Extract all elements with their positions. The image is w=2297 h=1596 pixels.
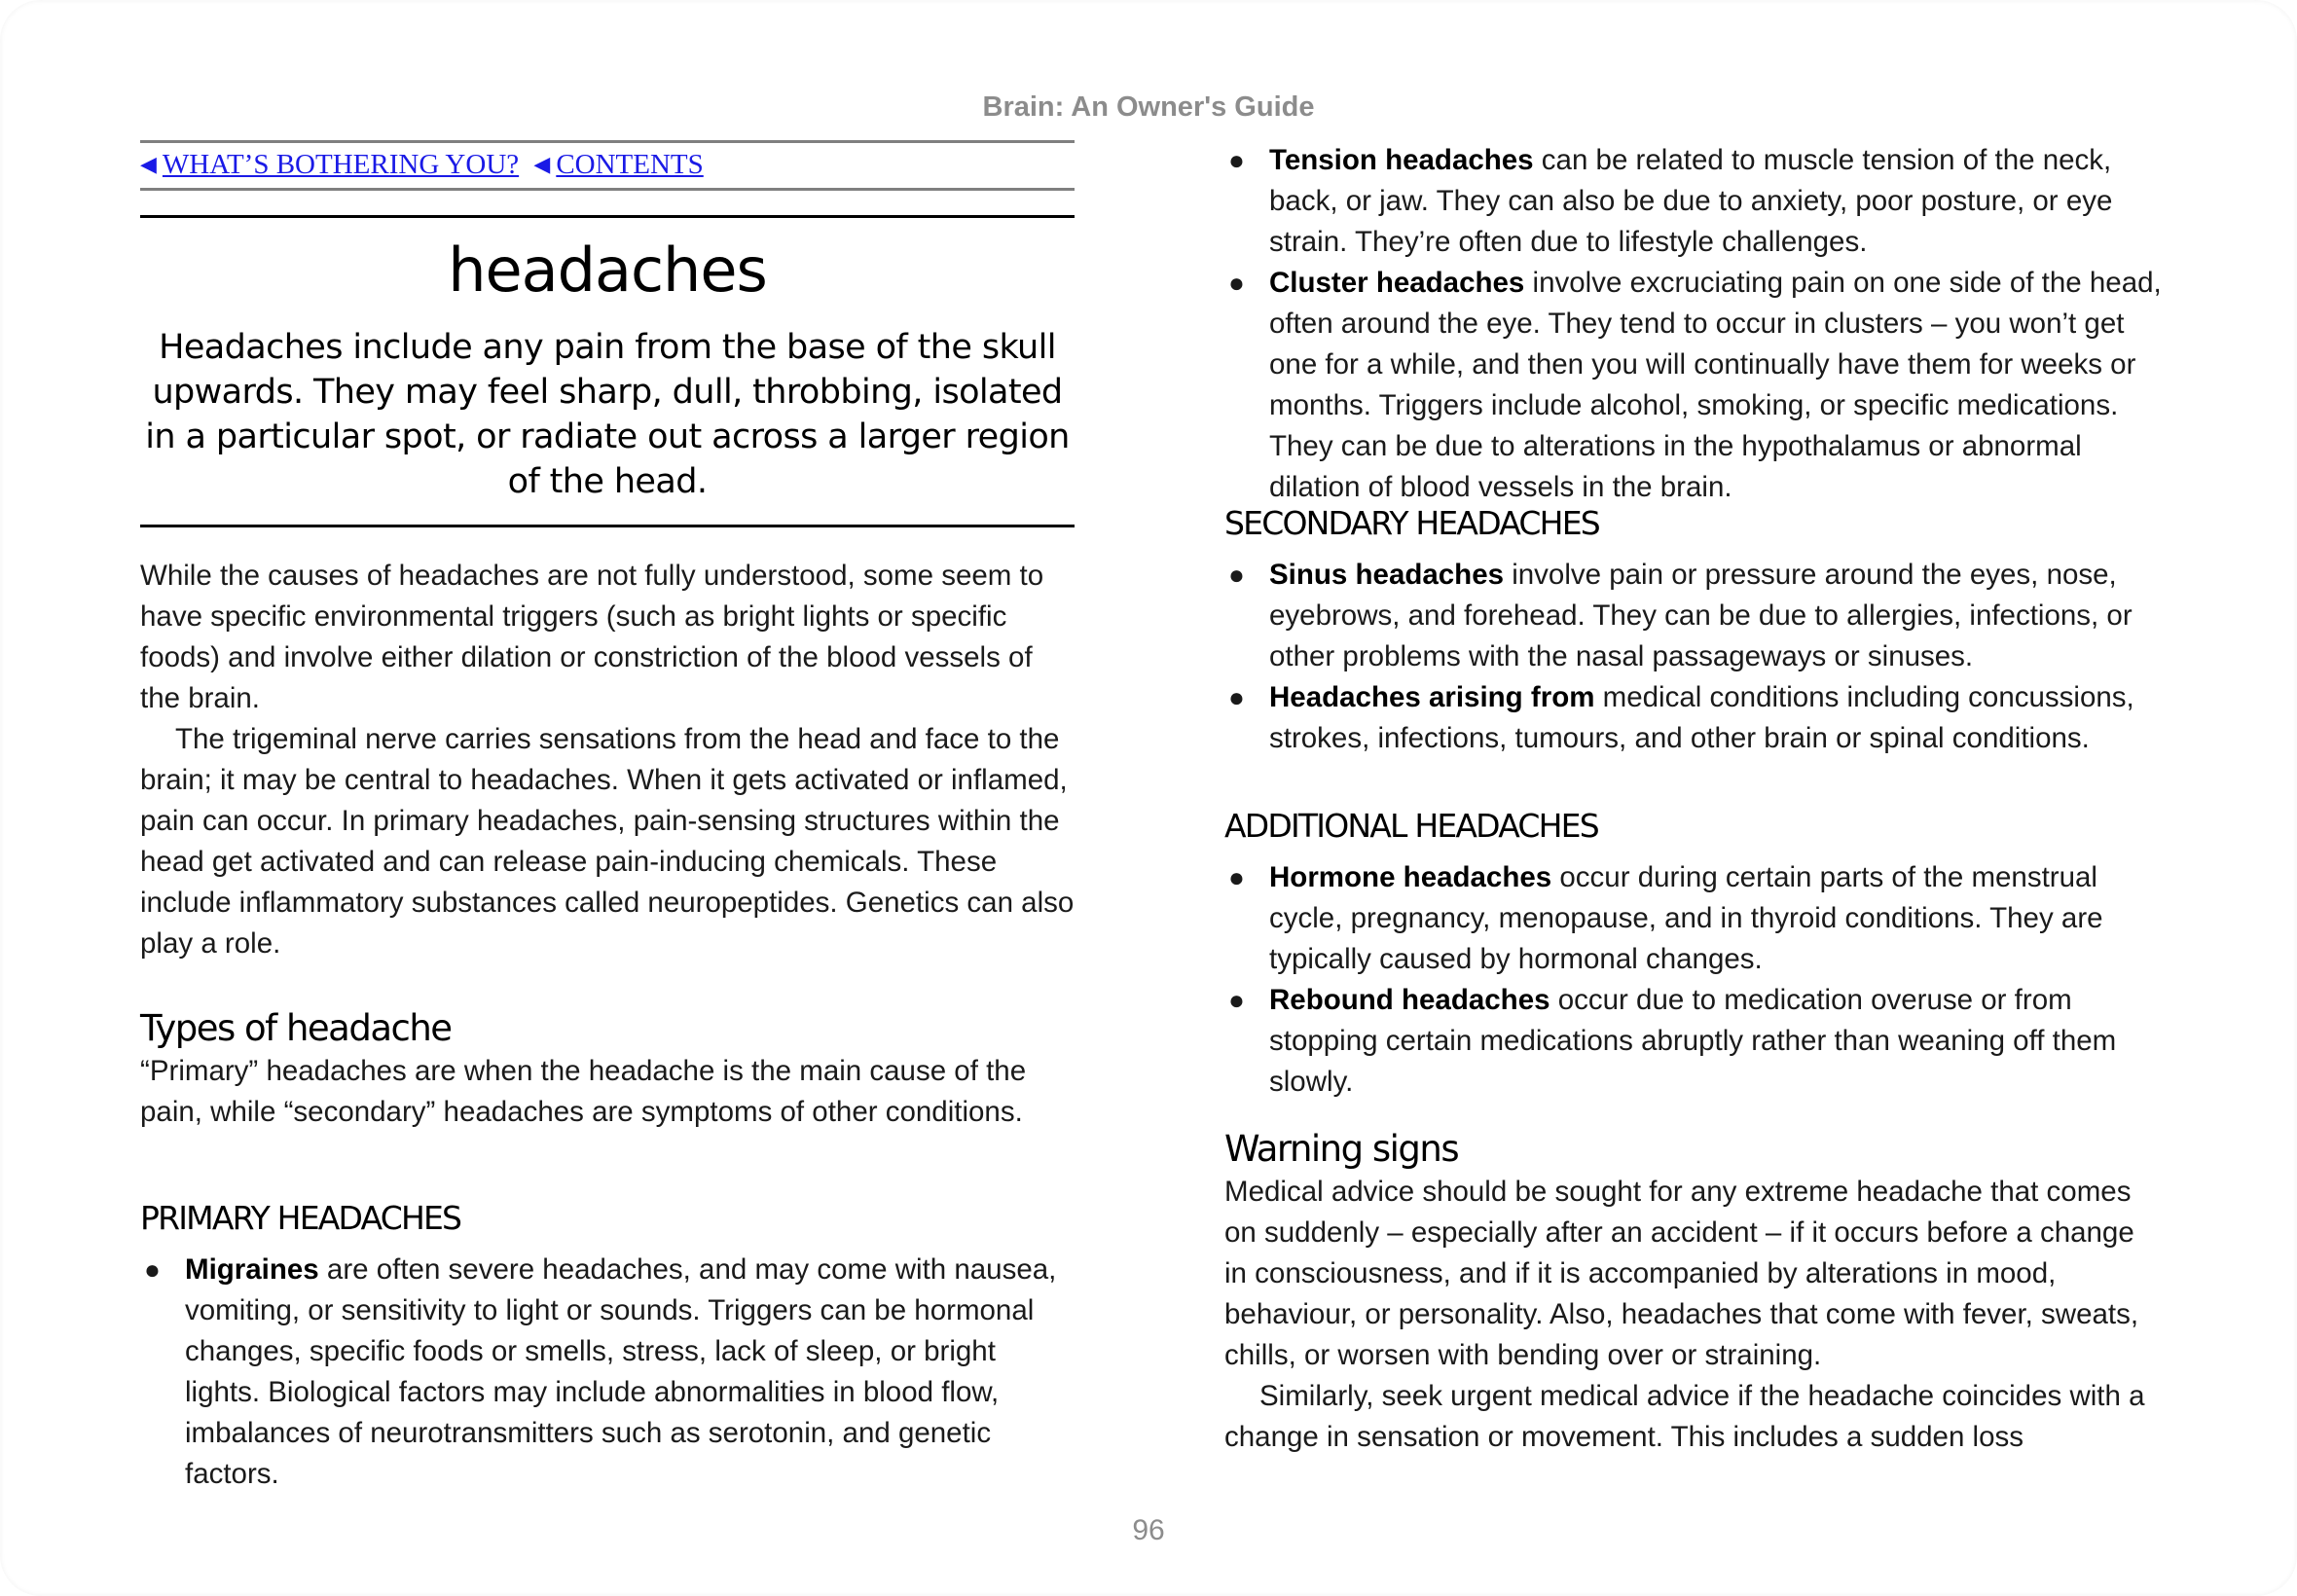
list-item-term: Headaches arising from xyxy=(1269,681,1595,713)
article-lede: Headaches include any pain from the base of the skull upwards. They may feel sharp, dull, throbbing, isolated in a particular spot, or radiate out across a larger region of the head. xyxy=(145,328,1070,501)
bullet-icon: ● xyxy=(1228,985,1245,1015)
secondary-headaches-section xyxy=(1224,502,2164,759)
bullet-icon: ● xyxy=(1228,145,1245,175)
list-item-term: Migraines xyxy=(185,1253,319,1286)
list-item-term: Tension headaches xyxy=(1269,144,1534,176)
list-item-cluster xyxy=(1224,263,2164,508)
title-top-rule xyxy=(140,215,1075,218)
warning-paragraph: Medical advice should be sought for any extreme headache that comes on suddenly – especially after an accident – if it occurs before a change in consciousness, and if it is accompanied by alterations in mood, behaviour, or personality. Also, headaches that come with fever, sweats, chills, or worsen with bending over or straining. xyxy=(1224,1176,2139,1371)
list-item-tension xyxy=(1224,140,2164,263)
list-item-text: occur during certain parts of the menstrual cycle, pregnancy, menopause, and in thyroid conditions. They are typically caused by hormonal changes. xyxy=(1269,861,2103,975)
additional-headaches-heading: ADDITIONAL HEADACHES xyxy=(1224,807,1598,845)
left-triangle-icon: ◀ xyxy=(140,152,157,176)
list-item-term: Rebound headaches xyxy=(1269,984,1550,1016)
running-head-book-title: Brain: An Owner's Guide xyxy=(982,91,1315,123)
bullet-icon: ● xyxy=(1228,862,1245,892)
additional-headaches-section xyxy=(1224,805,2164,1103)
list-item-text: involve excruciating pain on one side of the head, often around the eye. They tend to occur in clusters – you won’t get one for a while, and then you will continually have them for weeks or months. Triggers include alcohol, smoking, or specific medications. They can be due to alterations in the hypothalamus or abnormal dilation of blood vessels in the brain. xyxy=(1269,267,2162,503)
nav-link-contents[interactable]: CONTENTS xyxy=(556,149,704,180)
list-item-text: can be related to muscle tension of the neck, back, or jaw. They can also be due to anxiety, poor posture, or eye strain. They’re often due to lifestyle challenges. xyxy=(1269,144,2113,258)
list-item-text: are often severe headaches, and may come with nausea, vomiting, or sensitivity to light or sounds. Triggers can be hormonal changes, specific foods or smells, stress, lack of sleep, or bright lights. Biological factors may include abnormalities in blood flow, imbalances of neurotransmitters such as serotonin, and genetic factors. xyxy=(185,1253,1057,1490)
types-heading: Types of headache xyxy=(140,1007,452,1049)
list-item-text: medical conditions including concussions, strokes, infections, tumours, and other brain or spinal conditions. xyxy=(1269,681,2134,754)
list-item-hormone xyxy=(1224,857,2164,980)
primary-headaches-continued xyxy=(1224,140,2164,508)
bullet-icon: ● xyxy=(1228,682,1245,712)
secondary-list xyxy=(1224,555,2164,759)
list-item-term: Sinus headaches xyxy=(1269,559,1505,591)
list-item-term: Cluster headaches xyxy=(1269,267,1525,299)
primary-list xyxy=(140,1250,1075,1495)
chapter-nav xyxy=(140,140,1075,191)
bullet-icon: ● xyxy=(1228,268,1245,298)
lede-bottom-rule xyxy=(140,525,1075,527)
article-title: headaches xyxy=(448,235,767,306)
primary-headaches-section xyxy=(140,1197,1075,1495)
warning-paragraph: Similarly, seek urgent medical advice if the headache coincides with a change in sensation or movement. This includes a sudden loss xyxy=(1224,1380,2145,1453)
intro-paragraph: While the causes of headaches are not fully understood, some seem to have specific environmental triggers (such as bright lights or specific foods) and involve either dilation or constriction of the blood vessels of the brain. xyxy=(140,560,1044,714)
list-item-text: occur due to medication overuse or from stopping certain medications abruptly rather than weaning off them slowly. xyxy=(1269,984,2117,1098)
list-item-arising-from xyxy=(1224,677,2164,759)
list-item-sinus xyxy=(1224,555,2164,677)
intro-paragraph: The trigeminal nerve carries sensations from the head and face to the brain; it may be central to headaches. When it gets activated or inflamed, pain can occur. In primary headaches, pain-sensing structures within the head get activated and can release pain-inducing chemicals. These include inflammatory substances called neuropeptides. Genetics can also play a role. xyxy=(140,723,1075,960)
types-section xyxy=(140,1006,1075,1133)
bullet-icon: ● xyxy=(144,1254,161,1285)
warning-signs-section xyxy=(1224,1127,2164,1458)
warning-signs-heading: Warning signs xyxy=(1224,1128,1459,1170)
primary-headaches-heading: PRIMARY HEADACHES xyxy=(140,1199,461,1237)
nav-link-whats-bothering-you[interactable]: WHAT’S BOTHERING YOU? xyxy=(162,149,520,180)
secondary-headaches-heading: SECONDARY HEADACHES xyxy=(1224,504,1599,542)
list-item-migraines xyxy=(140,1250,1075,1495)
list-item-rebound xyxy=(1224,980,2164,1103)
list-item-term: Hormone headaches xyxy=(1269,861,1552,893)
intro-section xyxy=(140,556,1075,964)
left-triangle-icon: ◀ xyxy=(533,152,551,176)
bullet-icon: ● xyxy=(1228,560,1245,590)
additional-list xyxy=(1224,857,2164,1103)
list-item-text: involve pain or pressure around the eyes, nose, eyebrows, and forehead. They can be due to allergies, infections, or other problems with the nasal passageways or sinuses. xyxy=(1269,559,2133,672)
page-number: 96 xyxy=(1132,1514,1165,1546)
types-paragraph: “Primary” headaches are when the headache is the main cause of the pain, while “secondary” headaches are symptoms of other conditions. xyxy=(140,1055,1027,1128)
primary-list-continued xyxy=(1224,140,2164,508)
